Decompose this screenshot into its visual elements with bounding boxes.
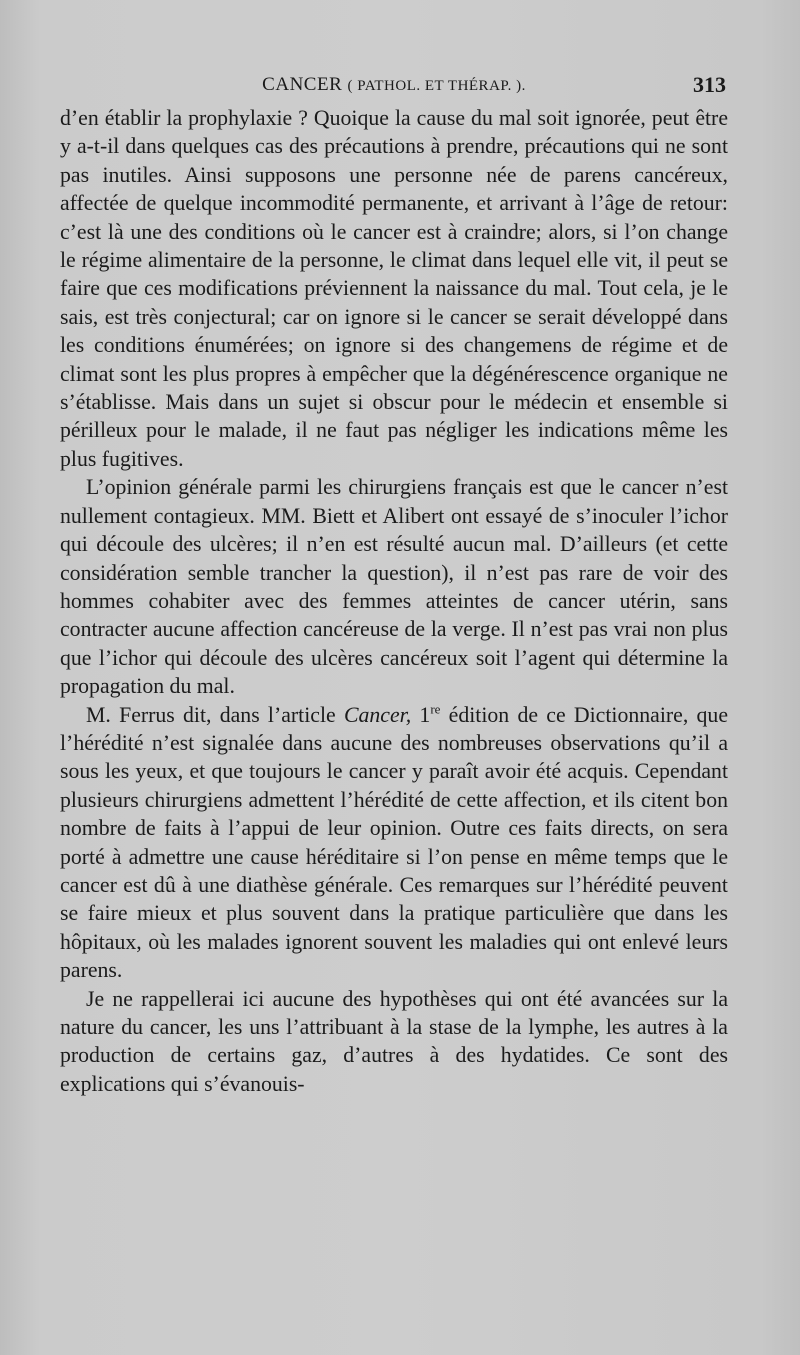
paragraph-heredite	[60, 701, 728, 985]
page-number: 313	[693, 72, 726, 97]
paragraph-hypotheses: Je ne rappellerai ici aucune des hypothèses qui ont été avancées sur la nature du cancer, les uns l’attribuant à la stase de la lymphe, les autres à la production de certains gaz, d’autres à des hydatides. Ce sont des explications qui s’évanouis-	[60, 986, 728, 1096]
body-text	[60, 104, 728, 1098]
running-title	[60, 74, 728, 96]
cited-article-title: Cancer,	[343, 702, 412, 727]
paragraph-contagion: L’opinion générale parmi les chirurgiens français est que le cancer n’est nullement contagieux. MM. Biett et Alibert ont essayé de s’inoculer l’ichor qui découle des ulcères; il n’en est résulté aucun mal. D’ailleurs (et cette considération semble trancher la question), il n’est pas rare de voir des hommes cohabiter avec des femmes atteintes de cancer utérin, sans contracter aucune affection cancéreuse de la verge. Il n’est pas vrai non plus que l’ichor qui découle des ulcères cancéreux soit l’agent qui détermine la propagation du mal.	[60, 475, 728, 699]
paragraph-prophylaxie: d’en établir la prophylaxie ? Quoique la cause du mal soit ignorée, peut être y a-t-il dans quelques cas des précautions à prendre, précautions qui ne sont pas inutiles. Ainsi supposons une personne née de parens cancéreux, affectée de quelque incommodité permanente, et arrivant à l’âge de retour: c’est là une des conditions où le cancer est à craindre; alors, si l’on change le régime alimentaire de la personne, le climat dans lequel elle vit, il peut se faire que ces modifications préviennent la naissance du mal. Tout cela, je le sais, est très conjectural; car on ignore si le cancer se serait développé dans les conditions énumérées; on ignore si des changemens de régime et de climat sont les plus propres à empêcher que la dégénérescence organique ne s’établisse. Mais dans un sujet si obscur pour le médecin et ensemble si périlleux pour le malade, il ne faut pas négliger les indications même les plus fugitives.	[60, 106, 728, 471]
edition-number: 1	[411, 702, 431, 727]
running-head	[60, 74, 728, 102]
paragraph-heredite-end: édition de ce Dictionnaire, que l’hérédité n’est signalée dans aucune des nombreuses observations qu’il a sous les yeux, et que toujours le cancer y paraît avoir été acquis. Cependant plusieurs chirurgiens admettent l’hérédité de cette affection, et ils citent bon nombre de faits à l’appui de leur opinion. Outre ces faits directs, on sera porté à admettre une cause héréditaire si l’on pense en même temps que le cancer est dû à une diathèse générale. Ces remarques sur l’hérédité peuvent se faire mieux et plus souvent dans la pratique particulière que dans les hôpitaux, où les malades ignorent souvent les maladies qui ont enlevé leurs parens.	[60, 702, 728, 983]
running-title-main: CANCER	[262, 74, 343, 95]
paragraph-heredite-start: M. Ferrus dit, dans l’article	[86, 702, 344, 727]
running-title-sub: ( PATHOL. ET THÉRAP. ).	[347, 78, 526, 94]
edition-superscript: re	[430, 701, 441, 717]
